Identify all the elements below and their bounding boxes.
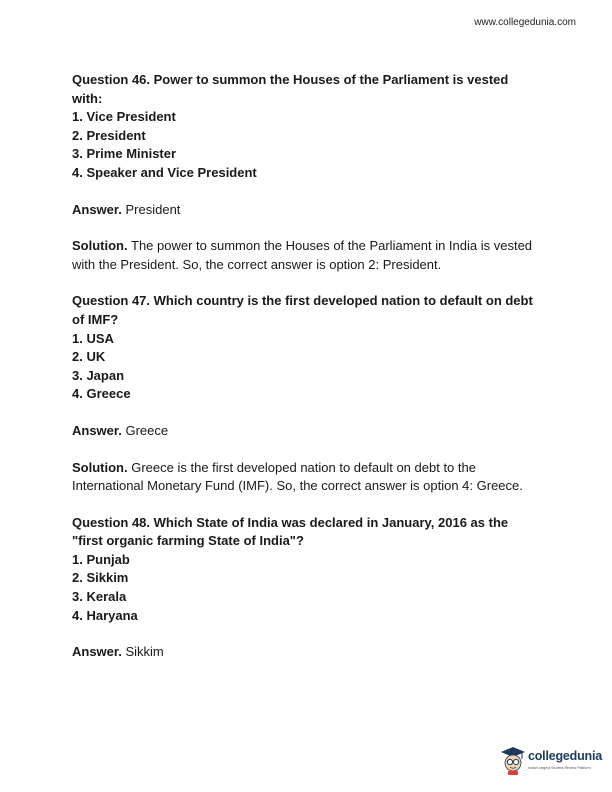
question-heading: Question 47. Which country is the first developed nation to default on debt of IMF?	[72, 293, 533, 327]
answer-text: President	[125, 201, 181, 217]
answer-label: Answer.	[72, 644, 122, 660]
mascot-icon	[500, 746, 526, 776]
question-47	[72, 292, 542, 495]
question-heading: Question 46. Power to summon the Houses of the Parliament is vested with:	[72, 72, 509, 106]
option-item: 1. USA	[72, 330, 114, 346]
option-item: 1. Punjab	[72, 551, 130, 567]
document-body	[72, 71, 542, 680]
solution-text: Greece is the first developed nation to default on debt to the International Monetary Fund (IMF). So, the correct answer is option 4: Greece.	[72, 459, 523, 494]
question-46	[72, 71, 542, 274]
answer-label: Answer.	[72, 422, 122, 438]
option-item: 3. Japan	[72, 367, 125, 383]
option-item: 3. Kerala	[72, 589, 127, 605]
option-item: 2. President	[72, 127, 146, 143]
option-item: 3. Prime Minister	[72, 146, 177, 162]
solution-label: Solution.	[72, 238, 128, 254]
answer-label: Answer.	[72, 201, 122, 217]
question-48	[72, 514, 542, 662]
logo-tagline: India's largest Student Review Platform	[528, 766, 591, 770]
answer-text: Greece	[125, 422, 169, 438]
solution-text: The power to summon the Houses of the Parliament in India is vested with the President. So, the correct answer is option 2: President.	[72, 238, 533, 272]
options-list	[72, 551, 542, 625]
options-list	[72, 330, 542, 404]
logo-wordmark: collegedunia	[528, 749, 603, 763]
option-item: 1. Vice President	[72, 109, 176, 125]
option-item: 4. Speaker and Vice President	[72, 164, 257, 180]
answer-line	[72, 643, 542, 662]
collegedunia-logo[interactable]	[500, 746, 604, 778]
solution-line	[72, 459, 542, 496]
question-heading: Question 48. Which State of India was declared in January, 2016 as the "first organic farming State of India"?	[72, 514, 509, 549]
answer-line	[72, 422, 542, 441]
answer-text: Sikkim	[125, 644, 164, 660]
site-url[interactable]: www.collegedunia.com	[474, 17, 576, 28]
option-item: 4. Haryana	[72, 607, 138, 623]
option-item: 2. Sikkim	[72, 570, 129, 586]
options-list	[72, 108, 542, 182]
option-item: 2. UK	[72, 349, 106, 365]
solution-label: Solution.	[72, 459, 128, 475]
option-item: 4. Greece	[72, 386, 131, 402]
answer-line	[72, 201, 542, 220]
solution-line	[72, 237, 542, 274]
